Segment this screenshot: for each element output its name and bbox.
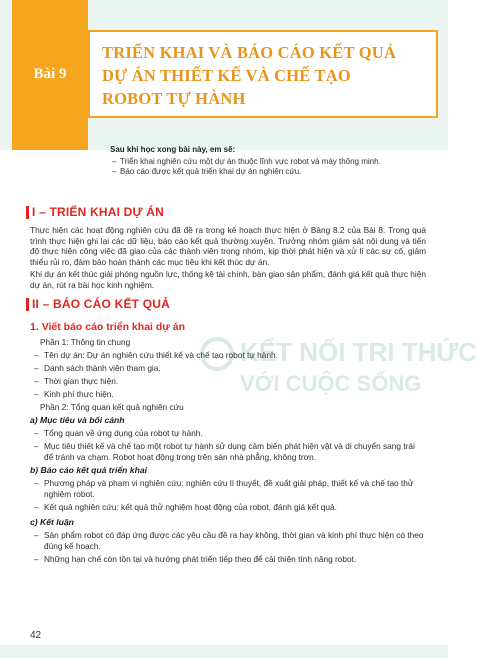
lesson-title-frame: [88, 30, 438, 118]
lesson-number: Bài 9: [33, 66, 67, 82]
list-item: – Kết quả nghiên cứu: kết quả thử nghiệm hoạt động của robot, đánh giá kết quả.: [34, 502, 337, 512]
list-item: – Thời gian thực hiện.: [34, 376, 119, 386]
objective-item: – Triển khai nghiên cứu một dự án thuộc lĩnh vực robot và máy thông minh.: [112, 156, 381, 166]
list-item: – Tổng quan về ứng dụng của robot tự hành.: [34, 428, 203, 438]
objective-item: – Báo cáo được kết quả triển khai dự án nghiên cứu.: [112, 167, 302, 176]
list-item: – Phương pháp và phạm vi nghiên cứu: nghiên cứu lí thuyết, đề xuất giải pháp, thiết kế và chế tạo thử nghiệm robot.: [34, 478, 414, 499]
lesson-title-line-2: DỰ ÁN THIẾT KẾ VÀ CHẾ TẠO: [102, 66, 351, 85]
subsection-b-heading: b) Báo cáo kết quả triển khai: [30, 465, 147, 475]
section-heading-2: II – BÁO CÁO KẾT QUẢ: [26, 297, 170, 311]
subsection-heading: 1. Viết báo cáo triển khai dự án: [30, 321, 186, 333]
objectives-intro: Sau khi học xong bài này, em sẽ:: [110, 145, 236, 154]
list-item: – Những hạn chế còn tồn tại và hướng phát triển tiếp theo để cải thiện tính năng robot.: [34, 554, 357, 564]
part-label: Phần 2: Tổng quan kết quả nghiên cứu: [40, 402, 184, 412]
publisher-watermark: KẾT NỐI TRI THỨC VỚI CUỘC SỐNG: [200, 325, 450, 415]
list-item: – Danh sách thành viên tham gia.: [34, 363, 161, 373]
subsection-c-heading: c) Kết luận: [30, 517, 74, 527]
list-item: – Sản phẩm robot có đáp ứng được các yêu cầu đề ra hay không, thời gian và kinh phí thực hiện có theo đúng kế hoạch.: [34, 530, 424, 551]
lesson-title-line-3: ROBOT TỰ HÀNH: [102, 89, 246, 108]
learning-objectives: [110, 145, 400, 178]
lesson-title-line-1: TRIỂN KHAI VÀ BÁO CÁO KẾT QUẢ: [102, 43, 396, 62]
lesson-header: [0, 0, 448, 150]
paragraph: Khi dự án kết thúc giải phóng nguồn lực, thống kê tài chính, bàn giao sản phẩm, đánh giá kết quả thực hiện dự án, rút ra bài học kinh nghiệm.: [30, 269, 426, 290]
section-heading-1: I – TRIỂN KHAI DỰ ÁN: [26, 205, 164, 219]
footer-strip: [0, 645, 448, 658]
list-item: – Tên dự án: Dự án nghiên cứu thiết kế và chế tạo robot tự hành.: [34, 350, 278, 360]
list-item: – Kinh phí thực hiện.: [34, 389, 114, 399]
lesson-title: [102, 41, 432, 110]
paragraph: Thực hiện các hoạt động nghiên cứu đã đề ra trong kế hoạch thực hiện ở Bảng 8.2 của Bài 8. Trong quá trình thực hiện ghi lại các dữ liệu, báo cáo kết quả thường xuyên. Trưởng nhóm giám sát nội dung và tiến độ thực hiện công việc đã giao của các thành viên trong nhóm, kịp thời phát hiện và xử lí các sự cố, giảm thiểu rủi ro, đảm bảo hoàn thành các mục tiêu khi kết thúc dự án.: [30, 225, 426, 267]
part-label: Phần 1: Thông tin chung: [40, 337, 131, 347]
subsection-a-heading: a) Mục tiêu và bối cảnh: [30, 415, 125, 425]
list-item: – Mục tiêu thiết kế và chế tạo một robot tự hành sử dụng cảm biến phát hiện vật và di chuyển sang trái để tránh va chạm. Robot hoạt động trong trên sàn nhà phẳng, không trơn.: [34, 441, 415, 462]
page-number: 42: [30, 630, 42, 641]
